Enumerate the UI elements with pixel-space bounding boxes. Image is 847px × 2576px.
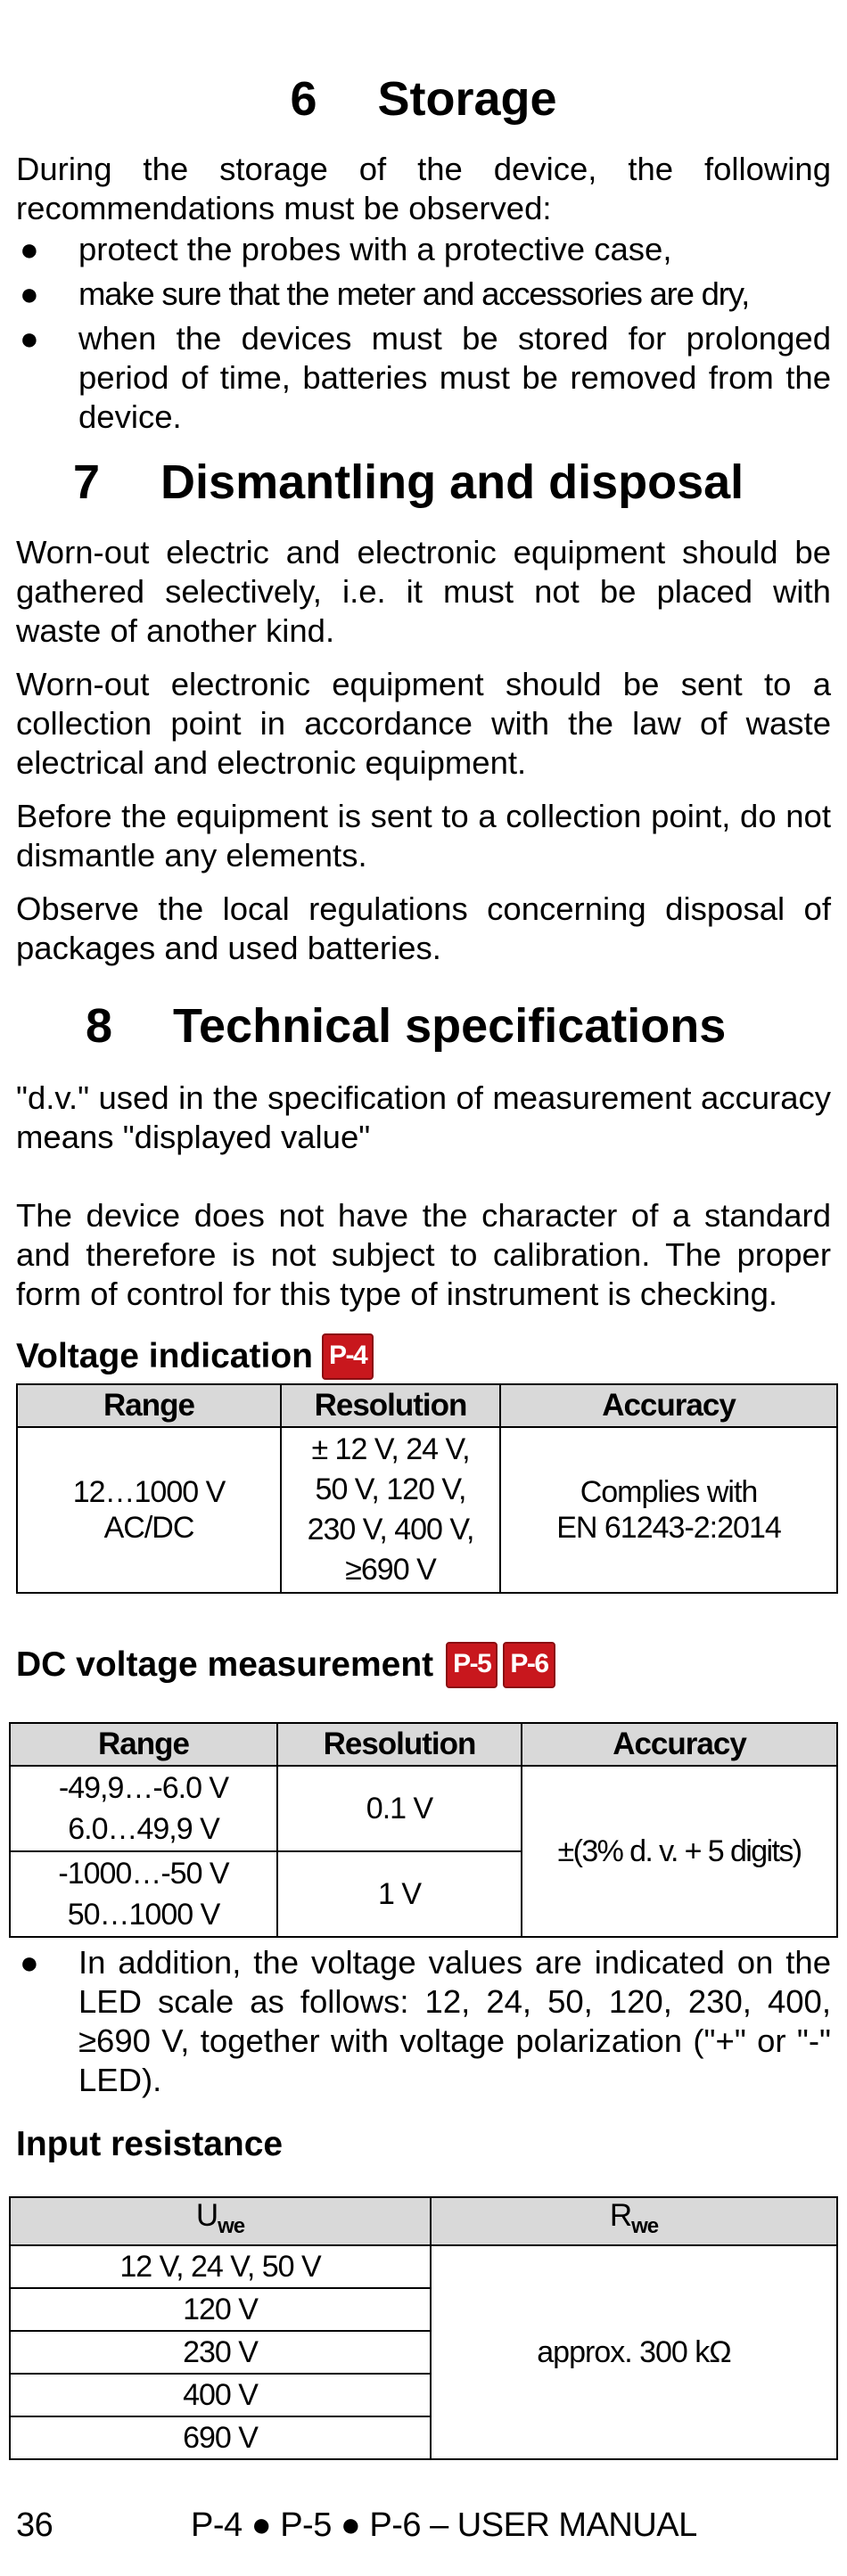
column-header: Accuracy xyxy=(522,1723,837,1766)
column-header: Accuracy xyxy=(500,1384,837,1427)
list-item: ● In addition, the voltage values are indicated on the LED scale as follows: 12, 24, 50, 120, 230, 400, ≥690 V, together with voltage polarization ("+" or "-" LED). xyxy=(20,1944,831,2098)
column-header: Range xyxy=(10,1723,277,1766)
bullet-icon: ● xyxy=(20,231,39,267)
section-title: Technical specifications xyxy=(173,999,727,1053)
input-resistance-table xyxy=(9,2196,838,2460)
table-cell: 400 V xyxy=(10,2374,431,2416)
table-cell: approx. 300 kΩ xyxy=(431,2245,837,2459)
list-item: ● make sure that the meter and accessories are dry, xyxy=(20,275,750,312)
disposal-paragraph: Observe the local regulations concerning disposal of packages and used batteries. xyxy=(16,890,831,966)
page-number: 36 xyxy=(16,2506,53,2544)
section-title: Storage xyxy=(377,72,557,126)
table-cell: -49,9…-6.0 V 6.0…49,9 V xyxy=(10,1766,277,1851)
section-number: 8 xyxy=(86,999,113,1053)
table-cell: 120 V xyxy=(10,2288,431,2331)
subsection-title: Voltage indication xyxy=(16,1337,313,1375)
input-resistance-heading xyxy=(16,2123,283,2166)
column-header: $R_{we}$ xyxy=(431,2197,837,2245)
storage-bullets xyxy=(16,230,831,437)
section-8-heading xyxy=(86,1000,726,1053)
column-header: Range xyxy=(17,1384,281,1427)
table-cell: 230 V xyxy=(10,2331,431,2374)
storage-intro: During the storage of the device, the following recommendations must be observed: xyxy=(16,151,831,226)
bullet-icon: ● xyxy=(20,275,39,312)
table-cell: Complies with EN 61243-2:2014 xyxy=(500,1427,837,1593)
bullet-icon: ● xyxy=(20,1944,39,1981)
subsection-title: DC voltage measurement xyxy=(16,1645,434,1684)
table-cell: 12 V, 24 V, 50 V xyxy=(10,2245,431,2288)
section-title: Dismantling and disposal xyxy=(160,455,744,509)
subsection-title: Input resistance xyxy=(16,2125,284,2163)
disposal-paragraph: Before the equipment is sent to a collection point, do not dismantle any elements. xyxy=(16,798,831,874)
table-cell: 0.1 V xyxy=(277,1766,522,1851)
list-item: ● when the devices must be stored for prolonged period of time, batteries must be removed from the device. xyxy=(20,320,831,435)
disposal-paragraph: Worn-out electronic equipment should be sent to a collection point in accordance with the law of waste electrical and electronic equipment. xyxy=(16,666,831,781)
dc-voltage-table xyxy=(9,1722,838,1938)
calibration-note: The device does not have the character of a standard and therefore is not subject to calibration. The proper form of control for this type of instrument is checking. xyxy=(16,1197,831,1312)
dv-definition: "d.v." used in the specification of measurement accuracy means "displayed value" xyxy=(16,1079,831,1155)
section-6-heading xyxy=(0,73,847,126)
table-cell: -1000…-50 V 50…1000 V xyxy=(10,1851,277,1937)
footer-title: P-4 ● P-5 ● P-6 – USER MANUAL xyxy=(191,2506,697,2544)
voltage-indication-table xyxy=(16,1383,838,1594)
table-cell: 12…1000 V AC/DC xyxy=(17,1427,281,1593)
column-header: $U_{we}$ xyxy=(10,2197,431,2245)
voltage-indication-heading xyxy=(16,1333,374,1380)
section-7-heading xyxy=(73,456,744,509)
bullet-icon: ● xyxy=(20,320,39,357)
disposal-paragraph: Worn-out electric and electronic equipment should be gathered selectively, i.e. it must not be placed with waste of another kind. xyxy=(16,534,831,649)
table-cell: ± 12 V, 24 V, 50 V, 120 V, 230 V, 400 V, ≥690 V xyxy=(281,1427,500,1593)
table-cell: 1 V xyxy=(277,1851,522,1937)
section-number: 7 xyxy=(73,455,101,509)
column-header: Resolution xyxy=(277,1723,522,1766)
column-header: Resolution xyxy=(281,1384,500,1427)
model-badge: P-4 xyxy=(322,1333,374,1380)
model-badge: P-5 xyxy=(446,1642,498,1688)
dc-voltage-heading xyxy=(16,1642,555,1688)
table-cell: ±(3% d. v. + 5 digits) xyxy=(522,1766,837,1937)
table-cell: 690 V xyxy=(10,2416,431,2459)
model-badge: P-6 xyxy=(503,1642,555,1688)
section-number: 6 xyxy=(290,72,317,126)
dc-voltage-note xyxy=(16,1943,831,2100)
list-item: ● protect the probes with a protective case, xyxy=(20,231,672,267)
